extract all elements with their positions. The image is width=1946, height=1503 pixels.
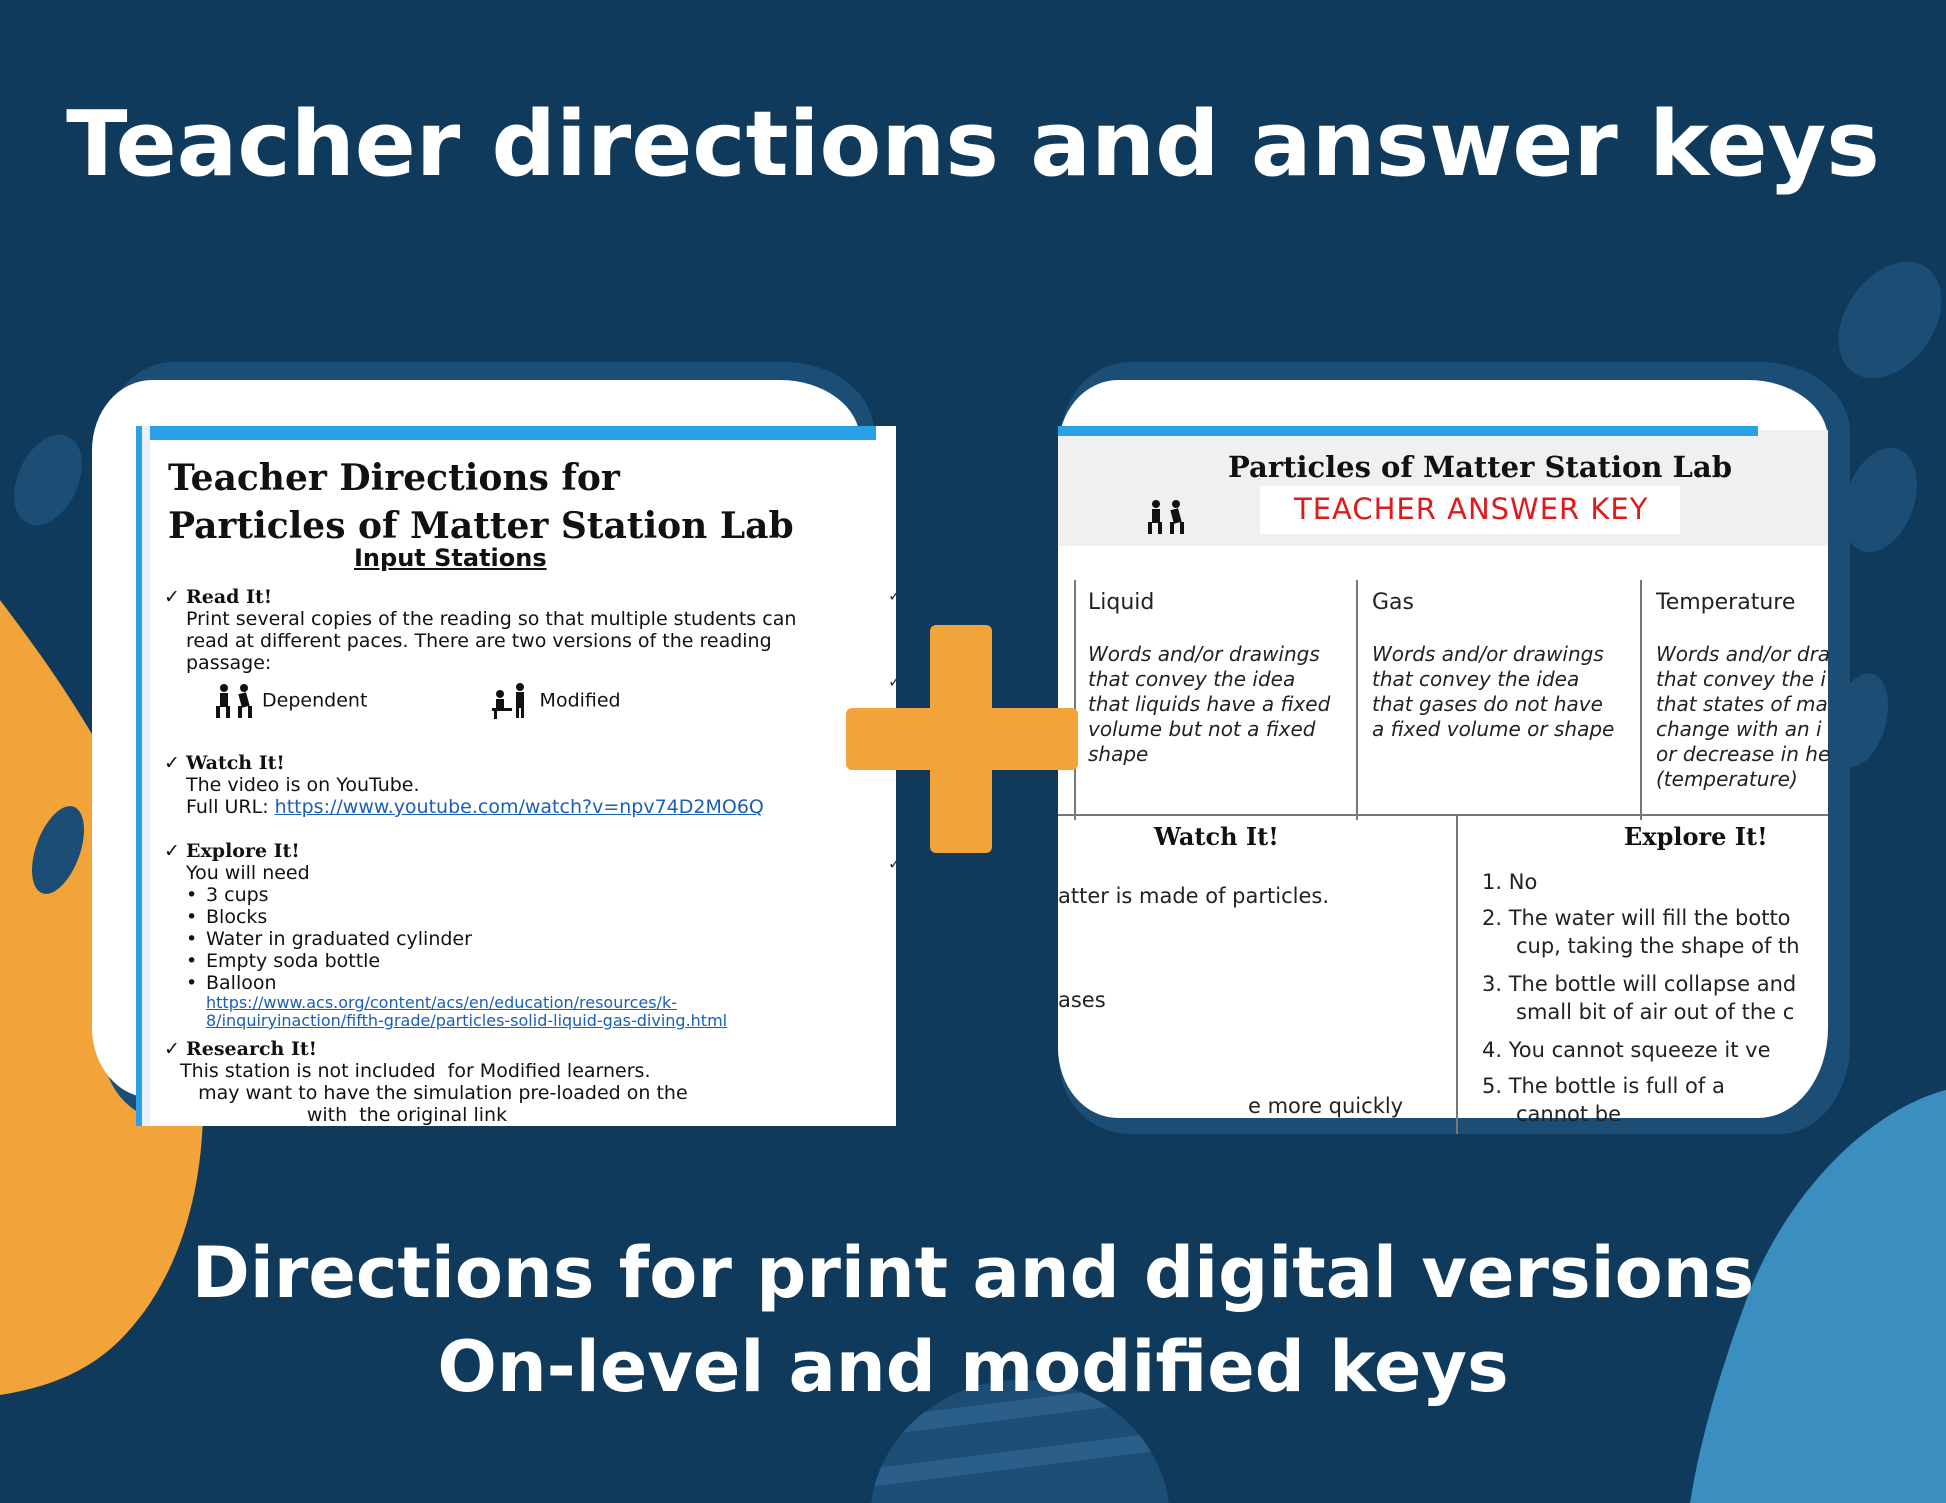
directions-title-line-1: Teacher Directions for xyxy=(168,457,620,499)
watch-answer-3: e more quickly xyxy=(1248,1094,1404,1118)
table-divider xyxy=(1058,814,1828,816)
list-item: 1. No xyxy=(1482,870,1538,894)
read-it-section xyxy=(164,586,796,722)
input-stations-heading: Input Stations xyxy=(354,544,547,572)
check-icon: ✓ xyxy=(888,586,902,605)
list-item: 2. The water will fill the botto cup, taking the shape of th xyxy=(1482,906,1800,958)
watch-it-heading: Watch It! xyxy=(185,752,285,774)
list-item: 5. The bottle is full of a cannot be xyxy=(1482,1074,1725,1126)
research-it-text-3: with the original link xyxy=(180,1104,508,1126)
table-divider xyxy=(1640,580,1642,820)
students-icon xyxy=(1144,498,1190,542)
directions-title xyxy=(168,454,794,550)
read-it-text-2: read at different paces. There are two versions of the reading xyxy=(186,630,772,652)
watch-it-heading: Watch It! xyxy=(1154,822,1279,851)
list-item: • Empty soda bottle xyxy=(186,950,381,972)
list-item: 4. You cannot squeeze it ve xyxy=(1482,1038,1771,1062)
answer-key-preview xyxy=(1058,380,1831,1126)
list-item: • 3 cups xyxy=(186,884,269,906)
list-item: • Balloon xyxy=(186,972,277,994)
page-title: Teacher directions and answer keys xyxy=(66,92,1880,197)
list-item: • Water in graduated cylinder xyxy=(186,928,472,950)
watch-it-text: The video is on YouTube. xyxy=(186,774,420,796)
research-it-text-1: This station is not included for Modified learners. xyxy=(180,1060,651,1082)
plus-icon xyxy=(846,708,1078,770)
explore-it-heading: Explore It! xyxy=(185,840,300,862)
check-icon: ✓ xyxy=(888,672,902,691)
explore-it-heading: Explore It! xyxy=(1624,822,1768,851)
check-icon: ✓ xyxy=(164,586,186,608)
watch-answer-1: atter is made of particles. xyxy=(1058,884,1330,908)
acs-link-line-1[interactable]: https://www.acs.org/content/acs/en/education/resources/k- xyxy=(206,993,677,1012)
research-it-text-2: may want to have the simulation pre-loaded on the xyxy=(180,1082,688,1104)
teacher-directions-preview xyxy=(92,380,902,1126)
table-divider xyxy=(1456,814,1458,1134)
read-it-text-1: Print several copies of the reading so that multiple students can xyxy=(186,608,797,630)
answer-key-title: Particles of Matter Station Lab xyxy=(1228,450,1733,484)
liquid-column-heading: Liquid xyxy=(1088,590,1155,615)
research-it-heading: Research It! xyxy=(185,1038,317,1060)
teacher-answer-key-label: TEACHER ANSWER KEY xyxy=(1294,492,1649,526)
explore-it-section xyxy=(164,840,727,1030)
explore-it-need: You will need xyxy=(186,862,310,884)
watch-it-section xyxy=(164,752,764,818)
modified-label: Modified xyxy=(539,689,621,712)
doc-top-bar xyxy=(1058,426,1758,436)
check-icon: ✓ xyxy=(164,1038,186,1060)
read-it-text-3: passage: xyxy=(186,652,272,674)
watch-answer-2: ases xyxy=(1058,988,1106,1012)
list-item: • Blocks xyxy=(186,906,268,928)
liquid-answer: Words and/or drawings that convey the idea that liquids have a fixed volume but not a fixed shape xyxy=(1088,642,1331,766)
directions-title-line-2: Particles of Matter Station Lab xyxy=(168,505,794,547)
table-divider xyxy=(1074,580,1076,820)
gas-answer: Words and/or drawings that convey the idea that gases do not have a fixed volume or shape xyxy=(1372,642,1615,741)
doc-side-accent xyxy=(136,426,142,1126)
gas-column-heading: Gas xyxy=(1372,590,1414,615)
acs-link-line-2[interactable]: 8/inquiryinaction/fifth-grade/particles-solid-liquid-gas-diving.html xyxy=(206,1011,728,1030)
youtube-link[interactable]: https://www.youtube.com/watch?v=npv74D2MO6Q xyxy=(274,796,764,818)
subtitle-line-1: Directions for print and digital versions xyxy=(191,1232,1755,1314)
check-icon: ✓ xyxy=(164,840,186,862)
modified-learners-icon xyxy=(490,690,540,712)
full-url-label: Full URL: xyxy=(186,796,275,818)
temperature-answer: Words and/or dra that convey the i that states of ma change with an i or decrease in he (temperature) xyxy=(1656,642,1831,791)
doc-top-bar xyxy=(136,426,876,440)
dependent-label: Dependent xyxy=(262,689,368,712)
check-icon: ✓ xyxy=(164,752,186,774)
check-icon: ✓ xyxy=(888,854,902,873)
read-it-heading: Read It! xyxy=(185,586,273,608)
subtitle-line-2: On-level and modified keys xyxy=(437,1326,1509,1408)
dependent-learners-icon xyxy=(212,690,262,712)
temperature-column-heading: Temperature xyxy=(1656,590,1796,615)
research-it-section xyxy=(164,1038,688,1126)
list-item: 3. The bottle will collapse and small bit of air out of the c xyxy=(1482,972,1797,1024)
table-divider xyxy=(1356,580,1358,820)
